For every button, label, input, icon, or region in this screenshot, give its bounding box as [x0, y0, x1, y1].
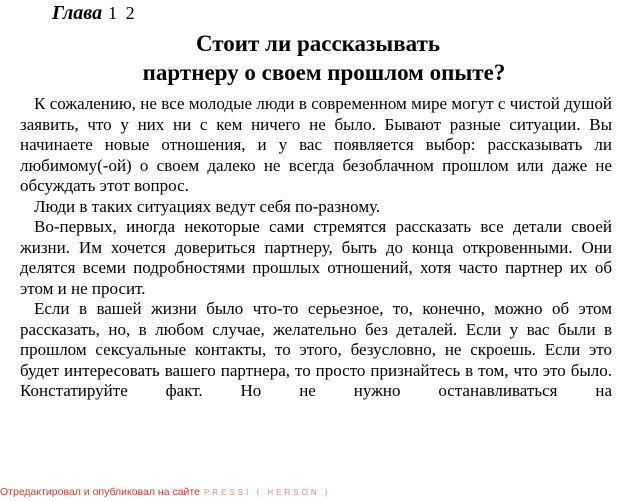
chapter-number: 1 2 [108, 3, 137, 23]
footer [0, 486, 331, 498]
article-body [20, 94, 612, 402]
footer-site-link[interactable]: PRESSI ( HERSON ) [203, 488, 331, 497]
paragraph-2: Люди в таких ситуациях ведут себя по-разному. [34, 196, 381, 216]
paragraph-4: Если в вашей жизни было что-то серьезное, то, конечно, можно об этом рассказать, но, в любом случае, желательно без деталей. Если у вас были в прошлом сексуальные контакты, то этого, безусловно, не скроешь. Если это будет интересовать вашего партнера, то просто признайтесь в том, что это было. Констатируйте факт. Но не нужно останавливаться на [20, 299, 612, 400]
chapter-heading [52, 2, 137, 25]
paragraph-3: Во-первых, иногда некоторые сами стремятся рассказать все детали своей жизни. Им хочется довериться партнеру, быть до конца откровенными. Они делятся всеми подробностями прошлых отношений, хотя часто партнер их об этом и не просит. [20, 217, 612, 298]
article-title-line-2: партнеру о своем прошлом опыте? [142, 60, 506, 85]
chapter-label: Глава [52, 2, 103, 24]
article-title-line-1: Стоит ли рассказывать [195, 31, 441, 56]
paragraph-1: К сожалению, не все молодые люди в современном мире могут с чистой душой заявить, что у них ни с кем ничего не было. Бывают разные ситуации. Вы начинаете новые отношения, и у вас появляется выбор: рассказывать ли любимому(-ой) о своем далеко не всегда безоблачном прошлом или даже не обсуждать этот вопрос. [20, 94, 612, 195]
footer-credit: Отредактировал и опубликовал на сайте [0, 486, 200, 498]
